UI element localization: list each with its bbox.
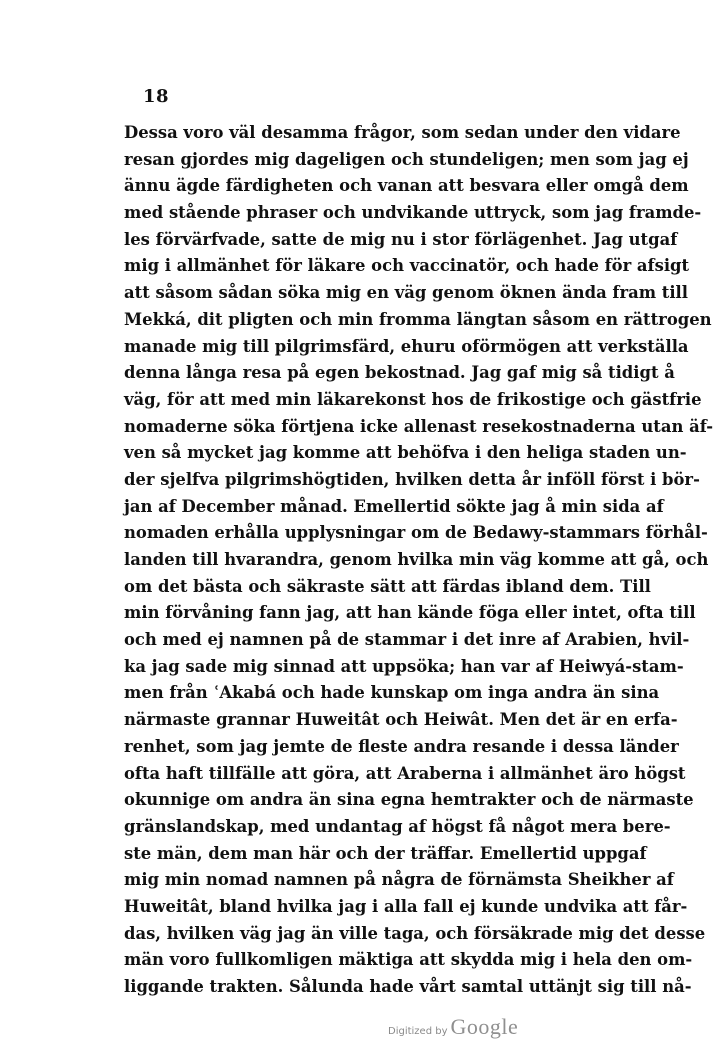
text-line: ka jag sade mig sinnad att uppsöka; han var af Heiwyá-stam- (124, 656, 684, 676)
text-line: gränslandskap, med undantag af högst få något mera bere- (124, 816, 671, 836)
text-line: ven så mycket jag komme att behöfva i den heliga staden un- (124, 443, 687, 463)
text-line: män voro fullkomligen mäktiga att skydda mig i hela den om- (124, 950, 693, 970)
digitized-by-label: Digitized by (388, 1026, 448, 1037)
text-line: och med ej namnen på de stammar i det inre af Arabien, hvil- (124, 630, 690, 650)
text-line: ste män, dem man här och der träffar. Emellertid uppgaf (124, 843, 647, 863)
text-line: denna långa resa på egen bekostnad. Jag gaf mig så tidigt å (124, 363, 675, 383)
text-line: mig min nomad namnen på några de förnämsta Sheikher af (124, 870, 674, 890)
text-line: med stående phraser och undvikande uttryck, som jag framde- (124, 203, 702, 223)
text-line: Dessa voro väl desamma frågor, som sedan under den vidare (124, 123, 681, 142)
text-line: ännu ägde färdigheten och vanan att besvara eller omgå dem (124, 176, 689, 196)
text-line: nomaden erhålla upplysningar om de Bedawy-stammars förhål- (124, 523, 708, 543)
body-text (124, 120, 713, 1001)
text-line: ofta haft tillfälle att göra, att Araberna i allmänhet äro högst (124, 763, 686, 783)
text-line: men från ʿAkabá och hade kunskap om inga andra än sina (124, 683, 660, 703)
text-line: liggande trakten. Sålunda hade vårt samtal uttänjt sig till nå- (124, 977, 692, 996)
text-line: okunnige om andra än sina egna hemtrakter och de närmaste (124, 790, 694, 810)
text-line: mig i allmänhet för läkare och vaccinatör, och hade för afsigt (124, 256, 690, 276)
text-line: väg, för att med min läkarekonst hos de frikostige och gästfrie (124, 389, 702, 409)
text-line: les förvärfvade, satte de mig nu i stor förlägenhet. Jag utgaf (124, 229, 678, 249)
text-line: das, hvilken väg jag än ville taga, och försäkrade mig det desse (124, 923, 706, 943)
text-line: att såsom sådan söka mig en väg genom öknen ända fram till (124, 283, 688, 303)
text-line: närmaste grannar Huweitât och Heiwât. Men det är en erfa- (124, 710, 678, 730)
text-line: nomaderne söka förtjena icke allenast resekostnaderna utan äf- (124, 416, 713, 436)
text-line: renhet, som jag jemte de fleste andra resande i dessa länder (124, 736, 679, 756)
text-line: Huweitât, bland hvilka jag i alla fall ej kunde undvika att får- (124, 896, 688, 916)
digitized-by-google-watermark (388, 1014, 518, 1040)
text-line: manade mig till pilgrimsfärd, ehuru oförmögen att verkställa (124, 336, 689, 356)
text-line: jan af December månad. Emellertid sökte jag å min sida af (124, 496, 664, 516)
text-line: landen till hvarandra, genom hvilka min väg komme att gå, och (124, 550, 709, 569)
text-line: Mekká, dit pligten och min fromma längtan såsom en rättrogen (124, 309, 712, 329)
text-line: der sjelfva pilgrimshögtiden, hvilken detta år inföll först i bör- (124, 469, 700, 489)
page-number: 18 (143, 86, 170, 107)
google-logo: Google (450, 1014, 519, 1039)
text-line: resan gjordes mig dageligen och stundeligen; men som jag ej (124, 149, 689, 169)
text-line: min förvåning fann jag, att han kände föga eller intet, ofta till (124, 603, 696, 623)
text-line: om det bästa och säkraste sätt att färdas ibland dem. Till (124, 576, 651, 596)
